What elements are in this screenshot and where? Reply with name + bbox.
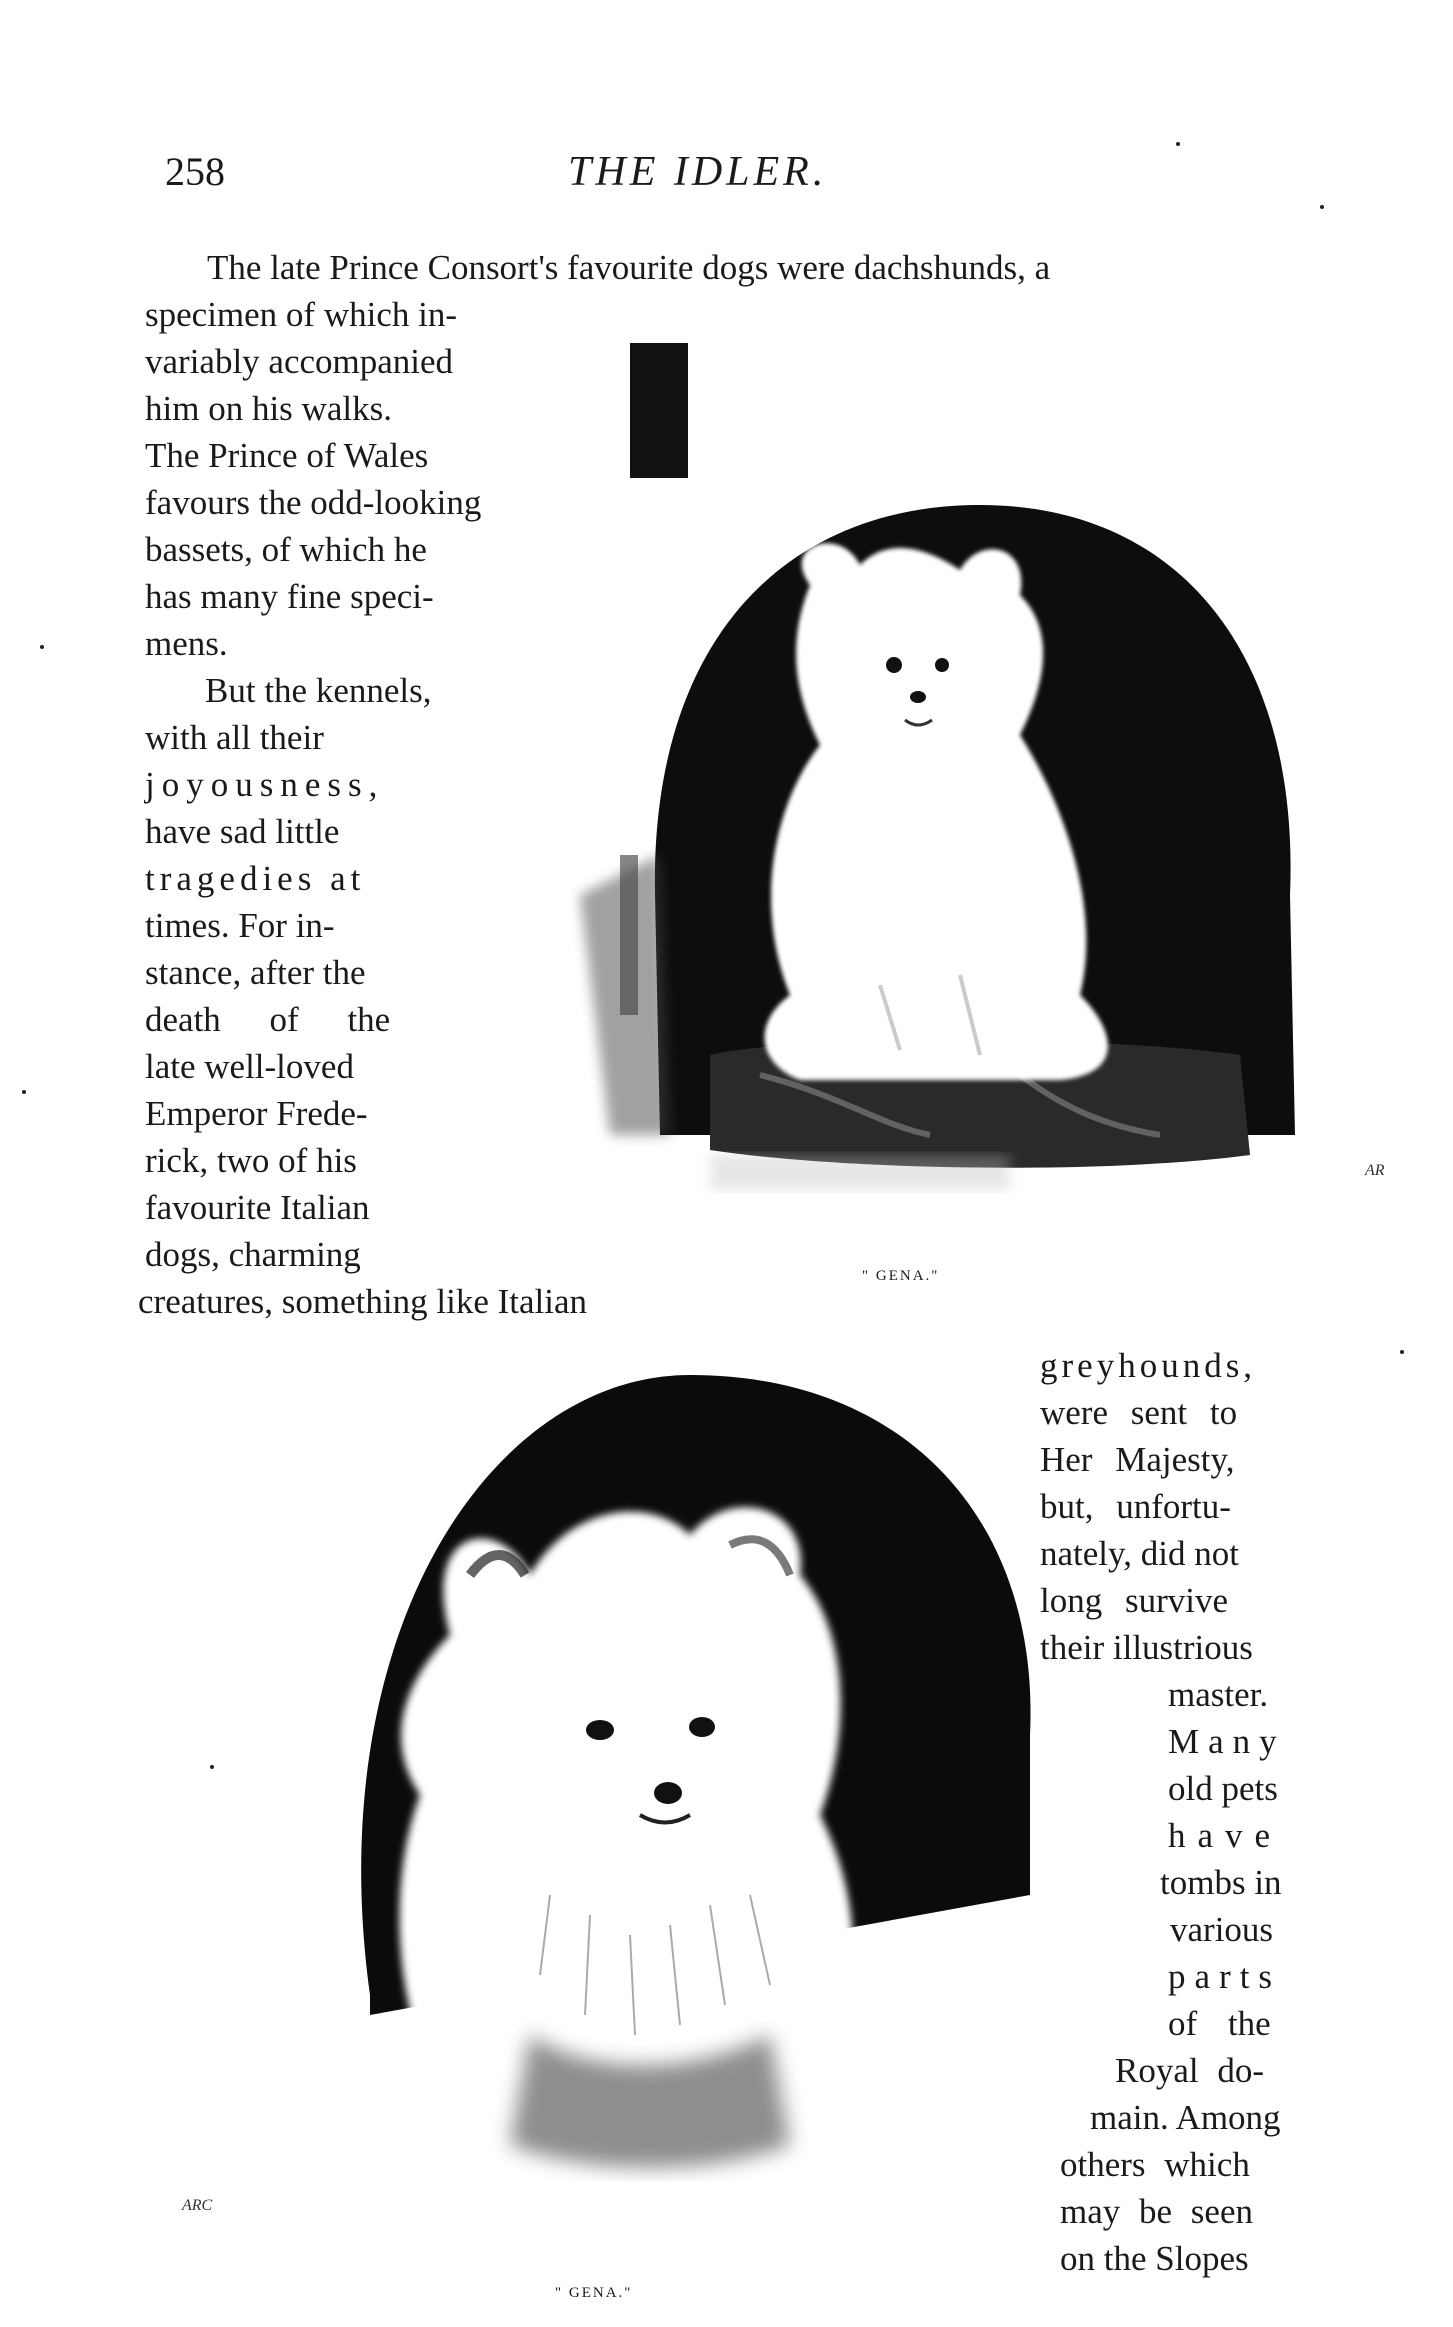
text-line: may be seen <box>1060 2192 1253 2231</box>
scan-speck <box>40 645 44 649</box>
text-line: Her Majesty, <box>1040 1440 1235 1479</box>
text-line: bassets, of which he <box>145 530 427 569</box>
text-line: tombs in <box>1160 1863 1282 1902</box>
figure-caption-2: " GENA." <box>555 2285 633 2301</box>
text-line: Many <box>1168 1722 1286 1761</box>
page-number: 258 <box>165 149 225 194</box>
text-line: have sad little <box>145 812 340 851</box>
scan-speck <box>210 1765 214 1769</box>
text-line: Royal do- <box>1115 2051 1265 2090</box>
text-line: specimen of which in- <box>145 295 457 334</box>
text-line: old pets <box>1168 1769 1278 1808</box>
text-line: late well-loved <box>145 1047 354 1086</box>
text-line: of the <box>1168 2004 1271 2043</box>
text-line: favours the odd-looking <box>145 483 482 522</box>
text-line: main. Among <box>1090 2098 1281 2137</box>
text-line: on the Slopes <box>1060 2239 1249 2278</box>
scan-speck <box>1176 142 1180 146</box>
text-line: rick, two of his <box>145 1141 357 1180</box>
text-line: others which <box>1060 2145 1250 2184</box>
text-line: have <box>1168 1816 1283 1855</box>
text-line: nately, did not <box>1040 1534 1239 1573</box>
figure-signature: ARC <box>182 2197 213 2214</box>
text-line: stance, after the <box>145 953 366 992</box>
text-line: But the kennels, <box>205 671 432 710</box>
text-line: mens. <box>145 624 228 663</box>
text-line: The late Prince Consort's favourite dogs were dachshunds, a <box>207 248 1051 287</box>
text-line: were sent to <box>1040 1393 1238 1432</box>
text-line: dogs, charming <box>145 1235 361 1274</box>
figure-gena-seated <box>460 335 1385 1295</box>
scan-speck <box>22 1090 26 1094</box>
running-head <box>0 148 1453 208</box>
running-title: THE IDLER. <box>568 149 828 195</box>
text-line: death of the <box>145 1000 391 1039</box>
text-line: long survive <box>1040 1581 1229 1620</box>
text-line: their illustrious <box>1040 1628 1253 1667</box>
text-line: with all their <box>145 718 324 757</box>
text-line: but, unfortu- <box>1040 1487 1231 1526</box>
text-line: tragedies at <box>145 859 366 898</box>
text-line: joyousness, <box>145 765 385 804</box>
text-line: him on his walks. <box>145 389 392 428</box>
text-line: variably accompanied <box>145 342 454 381</box>
dog-eye-left <box>886 657 902 673</box>
text-line: master. <box>1168 1675 1269 1714</box>
text-line: various <box>1170 1910 1274 1949</box>
scan-speck <box>1400 1350 1404 1354</box>
text-line: creatures, something like Italian <box>138 1282 588 1321</box>
figure-caption-1: " GENA." <box>862 1268 940 1284</box>
scan-speck <box>1320 205 1324 209</box>
dog-eye-left <box>586 1720 614 1740</box>
dog-eye-right <box>689 1717 715 1737</box>
text-line: has many fine speci- <box>145 577 434 616</box>
text-line: greyhounds, <box>1040 1346 1257 1385</box>
text-line: parts <box>1168 1957 1282 1996</box>
text-line: times. For in- <box>145 906 335 945</box>
figure-gena-portrait <box>170 1375 1040 2275</box>
text-line: favourite Italian <box>145 1188 370 1227</box>
text-line: The Prince of Wales <box>145 436 429 475</box>
text-line: Emperor Frede- <box>145 1094 368 1133</box>
dog-eye-right <box>935 658 949 672</box>
figure-signature: AR <box>1365 1162 1385 1179</box>
